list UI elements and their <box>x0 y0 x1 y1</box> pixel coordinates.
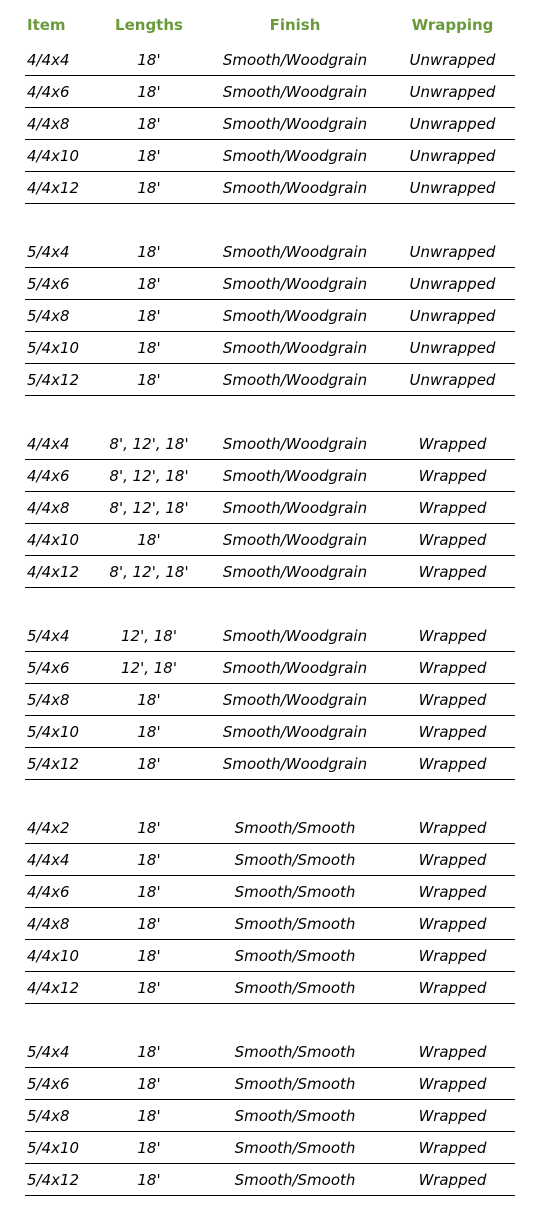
cell-item: 4/4x12 <box>27 179 80 197</box>
cell-finish: Smooth/Woodgrain <box>222 307 368 325</box>
cell-lengths: 18' <box>137 179 161 197</box>
cell-item: 4/4x4 <box>27 851 70 869</box>
cell-item: 5/4x4 <box>27 627 70 645</box>
cell-wrapping: Wrapped <box>418 1171 487 1189</box>
header-lengths: Lengths <box>115 16 183 34</box>
header-finish: Finish <box>269 16 321 34</box>
cell-lengths: 8', 12', 18' <box>109 467 189 485</box>
cell-wrapping: Wrapped <box>418 819 487 837</box>
cell-item: 4/4x6 <box>27 467 70 485</box>
table-row <box>25 44 515 76</box>
cell-lengths: 18' <box>137 1043 161 1061</box>
table-row <box>25 652 515 684</box>
table-row <box>25 268 515 300</box>
cell-finish: Smooth/Woodgrain <box>222 531 368 549</box>
cell-wrapping: Wrapped <box>418 979 487 997</box>
cell-item: 5/4x8 <box>27 307 70 325</box>
table-row <box>25 1068 515 1100</box>
cell-lengths: 8', 12', 18' <box>109 499 189 517</box>
cell-lengths: 12', 18' <box>121 659 177 677</box>
cell-item: 4/4x10 <box>27 147 80 165</box>
cell-finish: Smooth/Woodgrain <box>222 371 368 389</box>
cell-lengths: 18' <box>137 307 161 325</box>
cell-finish: Smooth/Smooth <box>234 947 356 965</box>
cell-wrapping: Unwrapped <box>409 339 496 357</box>
cell-lengths: 18' <box>137 851 161 869</box>
table-row <box>25 876 515 908</box>
cell-item: 4/4x10 <box>27 947 80 965</box>
cell-lengths: 18' <box>137 723 161 741</box>
cell-wrapping: Wrapped <box>418 467 487 485</box>
cell-item: 5/4x6 <box>27 659 70 677</box>
table-row <box>25 236 515 268</box>
table-row <box>25 1100 515 1132</box>
group-spacer <box>25 204 515 236</box>
header-item: Item <box>27 16 66 34</box>
cell-lengths: 18' <box>137 1107 161 1125</box>
cell-lengths: 18' <box>137 51 161 69</box>
cell-finish: Smooth/Woodgrain <box>222 627 368 645</box>
cell-lengths: 18' <box>137 339 161 357</box>
cell-finish: Smooth/Woodgrain <box>222 147 368 165</box>
table-row <box>25 1164 515 1196</box>
cell-finish: Smooth/Woodgrain <box>222 51 368 69</box>
cell-finish: Smooth/Woodgrain <box>222 755 368 773</box>
cell-lengths: 18' <box>137 1171 161 1189</box>
table-row <box>25 684 515 716</box>
cell-item: 4/4x6 <box>27 83 70 101</box>
group-spacer <box>25 588 515 620</box>
table-row <box>25 492 515 524</box>
cell-finish: Smooth/Smooth <box>234 1139 356 1157</box>
table-row <box>25 364 515 396</box>
cell-item: 4/4x8 <box>27 115 70 133</box>
table-row <box>25 716 515 748</box>
cell-finish: Smooth/Smooth <box>234 883 356 901</box>
cell-item: 5/4x4 <box>27 243 70 261</box>
cell-item: 4/4x10 <box>27 531 80 549</box>
cell-item: 5/4x10 <box>27 1139 80 1157</box>
table-row <box>25 524 515 556</box>
group-spacer <box>25 780 515 812</box>
cell-item: 4/4x12 <box>27 979 80 997</box>
product-table <box>25 12 515 1196</box>
cell-wrapping: Wrapped <box>418 1075 487 1093</box>
cell-item: 5/4x6 <box>27 1075 70 1093</box>
cell-wrapping: Unwrapped <box>409 51 496 69</box>
group-spacer <box>25 396 515 428</box>
cell-wrapping: Wrapped <box>418 691 487 709</box>
cell-wrapping: Wrapped <box>418 851 487 869</box>
table-row <box>25 108 515 140</box>
cell-finish: Smooth/Woodgrain <box>222 275 368 293</box>
cell-lengths: 12', 18' <box>121 627 177 645</box>
cell-finish: Smooth/Woodgrain <box>222 243 368 261</box>
table-row <box>25 908 515 940</box>
cell-finish: Smooth/Smooth <box>234 1075 356 1093</box>
cell-item: 4/4x4 <box>27 435 70 453</box>
cell-finish: Smooth/Woodgrain <box>222 339 368 357</box>
cell-lengths: 18' <box>137 691 161 709</box>
table-body <box>25 44 515 1196</box>
cell-finish: Smooth/Smooth <box>234 915 356 933</box>
table-row <box>25 1132 515 1164</box>
cell-finish: Smooth/Woodgrain <box>222 563 368 581</box>
cell-wrapping: Wrapped <box>418 915 487 933</box>
cell-item: 4/4x12 <box>27 563 80 581</box>
table-row <box>25 620 515 652</box>
cell-lengths: 18' <box>137 1139 161 1157</box>
cell-lengths: 18' <box>137 275 161 293</box>
cell-finish: Smooth/Woodgrain <box>222 723 368 741</box>
cell-wrapping: Unwrapped <box>409 147 496 165</box>
cell-finish: Smooth/Smooth <box>234 1107 356 1125</box>
cell-wrapping: Wrapped <box>418 1107 487 1125</box>
cell-finish: Smooth/Smooth <box>234 851 356 869</box>
cell-finish: Smooth/Woodgrain <box>222 691 368 709</box>
cell-item: 5/4x12 <box>27 755 80 773</box>
cell-item: 5/4x12 <box>27 371 80 389</box>
cell-finish: Smooth/Woodgrain <box>222 467 368 485</box>
cell-wrapping: Wrapped <box>418 563 487 581</box>
table-row <box>25 140 515 172</box>
table-row <box>25 844 515 876</box>
cell-wrapping: Unwrapped <box>409 307 496 325</box>
cell-item: 5/4x6 <box>27 275 70 293</box>
table-row <box>25 332 515 364</box>
cell-finish: Smooth/Smooth <box>234 1043 356 1061</box>
cell-item: 4/4x2 <box>27 819 70 837</box>
table-header <box>25 12 515 44</box>
cell-finish: Smooth/Woodgrain <box>222 179 368 197</box>
cell-lengths: 18' <box>137 531 161 549</box>
table-row <box>25 812 515 844</box>
cell-lengths: 8', 12', 18' <box>109 435 189 453</box>
cell-finish: Smooth/Smooth <box>234 979 356 997</box>
cell-wrapping: Wrapped <box>418 531 487 549</box>
cell-finish: Smooth/Smooth <box>234 819 356 837</box>
table-row <box>25 940 515 972</box>
cell-item: 5/4x10 <box>27 339 80 357</box>
cell-item: 5/4x8 <box>27 691 70 709</box>
cell-item: 4/4x8 <box>27 499 70 517</box>
table-row <box>25 172 515 204</box>
cell-lengths: 8', 12', 18' <box>109 563 189 581</box>
cell-wrapping: Wrapped <box>418 1043 487 1061</box>
group-spacer <box>25 1004 515 1036</box>
cell-wrapping: Unwrapped <box>409 83 496 101</box>
table-row <box>25 556 515 588</box>
cell-item: 4/4x8 <box>27 915 70 933</box>
cell-lengths: 18' <box>137 979 161 997</box>
table-row <box>25 1036 515 1068</box>
cell-wrapping: Unwrapped <box>409 179 496 197</box>
cell-lengths: 18' <box>137 947 161 965</box>
cell-wrapping: Wrapped <box>418 1139 487 1157</box>
cell-lengths: 18' <box>137 371 161 389</box>
cell-wrapping: Wrapped <box>418 947 487 965</box>
cell-item: 5/4x4 <box>27 1043 70 1061</box>
cell-finish: Smooth/Woodgrain <box>222 435 368 453</box>
table-row <box>25 428 515 460</box>
cell-finish: Smooth/Smooth <box>234 1171 356 1189</box>
table-row <box>25 972 515 1004</box>
cell-wrapping: Unwrapped <box>409 371 496 389</box>
cell-wrapping: Unwrapped <box>409 275 496 293</box>
cell-wrapping: Wrapped <box>418 723 487 741</box>
cell-wrapping: Wrapped <box>418 435 487 453</box>
cell-finish: Smooth/Woodgrain <box>222 83 368 101</box>
table-row <box>25 748 515 780</box>
table-row <box>25 460 515 492</box>
cell-lengths: 18' <box>137 83 161 101</box>
cell-item: 5/4x10 <box>27 723 80 741</box>
cell-lengths: 18' <box>137 915 161 933</box>
table-row <box>25 76 515 108</box>
cell-lengths: 18' <box>137 147 161 165</box>
table-row <box>25 300 515 332</box>
cell-wrapping: Unwrapped <box>409 243 496 261</box>
cell-finish: Smooth/Woodgrain <box>222 499 368 517</box>
cell-lengths: 18' <box>137 243 161 261</box>
cell-wrapping: Wrapped <box>418 627 487 645</box>
cell-lengths: 18' <box>137 755 161 773</box>
cell-wrapping: Wrapped <box>418 499 487 517</box>
cell-wrapping: Wrapped <box>418 883 487 901</box>
cell-wrapping: Wrapped <box>418 755 487 773</box>
cell-lengths: 18' <box>137 883 161 901</box>
cell-wrapping: Wrapped <box>418 659 487 677</box>
cell-item: 4/4x6 <box>27 883 70 901</box>
cell-item: 5/4x12 <box>27 1171 80 1189</box>
cell-item: 4/4x4 <box>27 51 70 69</box>
header-wrapping: Wrapping <box>411 16 494 34</box>
cell-finish: Smooth/Woodgrain <box>222 659 368 677</box>
cell-lengths: 18' <box>137 115 161 133</box>
cell-finish: Smooth/Woodgrain <box>222 115 368 133</box>
cell-lengths: 18' <box>137 1075 161 1093</box>
cell-item: 5/4x8 <box>27 1107 70 1125</box>
cell-lengths: 18' <box>137 819 161 837</box>
cell-wrapping: Unwrapped <box>409 115 496 133</box>
